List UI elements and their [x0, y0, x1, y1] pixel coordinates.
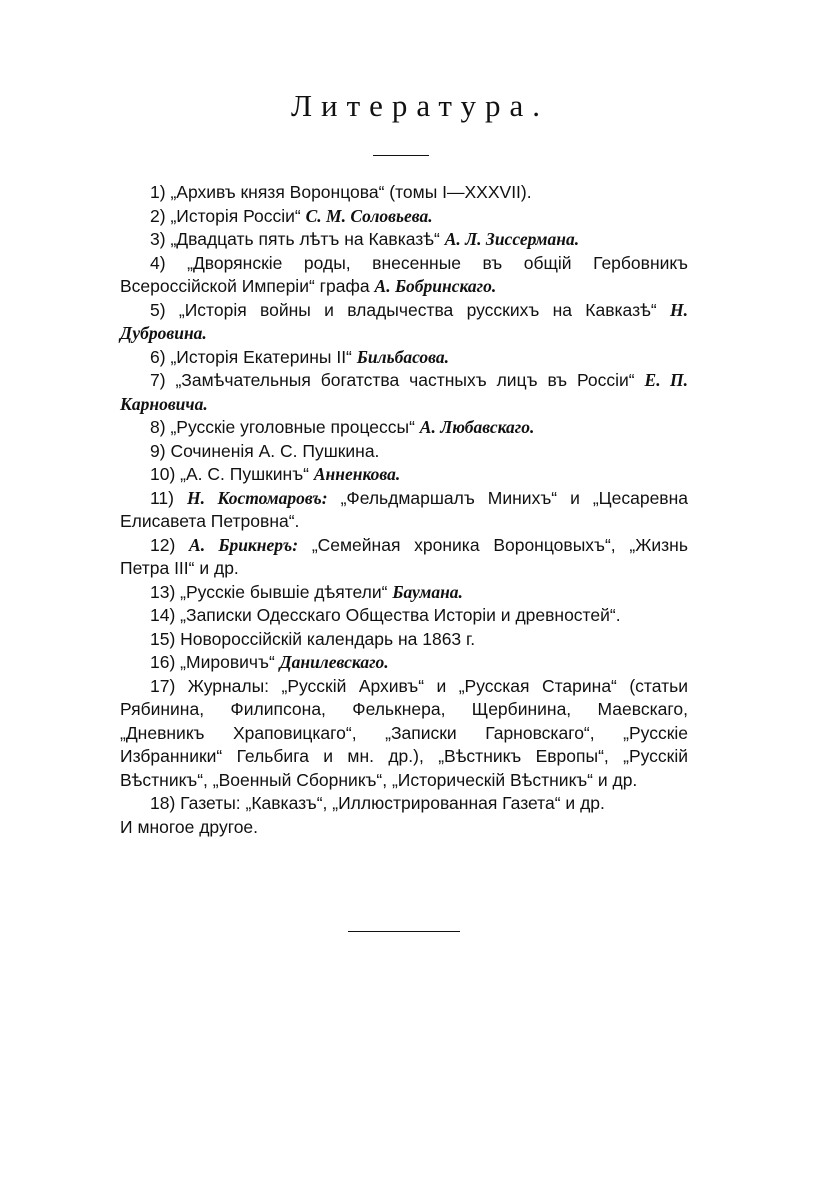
- list-item: 4) „Дворянскіе роды, внесенные въ общій Гербовникъ Всероссійской Имперіи“ графа А. Бобринскаго.: [120, 252, 688, 296]
- title-divider: [373, 155, 429, 156]
- list-item: 2) „Исторія Россіи“ С. М. Соловьева.: [150, 205, 433, 226]
- list-item: 11) Н. Костомаровъ: „Фельдмаршалъ Минихъ“ и „Цесаревна Елисавета Петровна“.: [120, 487, 689, 531]
- list-item: 14) „Записки Одесскаго Общества Исторіи и древностей“.: [150, 605, 621, 625]
- closing-line: И многое другое.: [120, 816, 259, 837]
- list-item: 7) „Замѣчательныя богатства частныхъ лицъ въ Россіи“ Е. П. Карновича.: [120, 370, 688, 414]
- list-item: 1) „Архивъ князя Воронцова“ (томы I—XXXVII).: [150, 182, 532, 202]
- list-item: 13) „Русскіе бывшіе дѣятели“ Баумана.: [150, 581, 463, 602]
- list-item: 17) Журналы: „Русскій Архивъ“ и „Русская Старина“ (статьи Рябинина, Филипсона, Фелькнера, Щербинина, Маевскаго, „Дневникъ Храповицкаго“, „Записки Гарновскаго“, „Русскіе Избранники“ Гельбига и мн. др.), „Вѣстникъ Европы“, „Русскій Вѣстникъ“, „Военный Сборникъ“, „Историческій Вѣстникъ“ и др.: [120, 675, 688, 790]
- list-item: 16) „Мировичъ“ Данилевскаго.: [150, 652, 389, 672]
- list-item: 5) „Исторія войны и владычества русскихъ на Кавказѣ“ Н. Дубровина.: [120, 299, 688, 343]
- list-item: 9) Сочиненія А. С. Пушкина.: [150, 440, 380, 461]
- bibliography-list: [120, 181, 688, 839]
- list-item: 10) „А. С. Пушкинъ“ Анненкова.: [150, 464, 401, 484]
- list-item: 12) А. Брикнеръ: „Семейная хроника Воронцовыхъ“, „Жизнь Петра III“ и др.: [120, 534, 688, 578]
- page-title: Литература.: [290, 88, 550, 123]
- list-item: 8) „Русскіе уголовные процессы“ А. Любавскаго.: [150, 417, 535, 437]
- list-item: 3) „Двадцать пять лѣтъ на Кавказѣ“ А. Л. Зиссермана.: [150, 229, 580, 249]
- list-item: 15) Новороссійскій календарь на 1863 г.: [150, 628, 476, 649]
- list-item: 6) „Исторія Екатерины II“ Бильбасова.: [150, 346, 449, 367]
- list-item: 18) Газеты: „Кавказъ“, „Иллюстрированная Газета“ и др.: [150, 793, 605, 813]
- end-divider: [348, 931, 460, 932]
